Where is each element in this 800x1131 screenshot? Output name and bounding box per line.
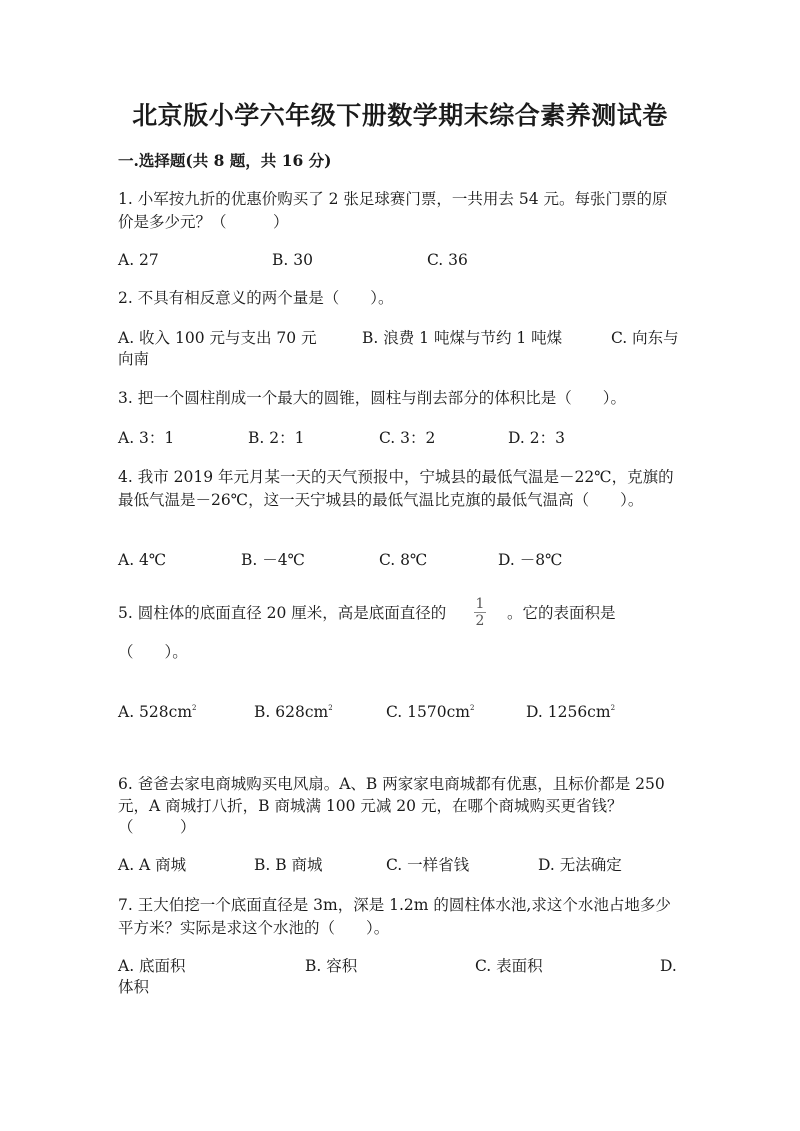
question-7-option-c: C. 表面积	[475, 957, 543, 975]
question-6-line-3: （ ）	[118, 818, 196, 836]
question-1-line-1: 1. 小军按九折的优惠价购买了 2 张足球赛门票，一共用去 54 元。每张门票的原	[118, 190, 668, 208]
question-2-line-1: 2. 不具有相反意义的两个量是（ ）。	[118, 289, 394, 307]
question-6-option-c: C. 一样省钱	[386, 856, 470, 874]
page-title: 北京版小学六年级下册数学期末综合素养测试卷	[132, 101, 668, 130]
question-5-option-d-text: D. 1256cm	[526, 703, 611, 721]
question-5-option-c-text: C. 1570cm	[386, 703, 470, 721]
fraction-denominator: 2	[475, 613, 485, 629]
fraction-one-half	[474, 596, 486, 629]
question-6-option-a: A. A 商城	[118, 856, 187, 874]
question-6-option-d: D. 无法确定	[538, 856, 622, 874]
question-5-option-b-text: B. 628cm	[254, 703, 329, 721]
question-3-option-a: A. 3：1	[118, 429, 175, 447]
question-1-line-2: 价是多少元？（ ）	[118, 213, 289, 231]
question-7-option-a: A. 底面积	[118, 957, 186, 975]
question-4-option-b: B. －4℃	[241, 551, 305, 569]
question-7-option-d: D.	[660, 957, 677, 975]
question-2-option-c-wrap: 向南	[118, 350, 150, 368]
question-5-option-a	[118, 697, 196, 723]
question-1-option-c: C. 36	[427, 251, 468, 269]
question-2-option-a: A. 收入 100 元与支出 70 元	[118, 329, 317, 347]
question-4-line-1: 4. 我市 2019 年元月某一天的天气预报中，宁城县的最低气温是－22℃，克旗的	[118, 468, 674, 486]
question-1-option-a: A. 27	[118, 251, 159, 269]
question-3-option-c: C. 3：2	[379, 429, 436, 447]
question-4-option-d: D. －8℃	[498, 551, 563, 569]
question-5-line-1-post: 。它的表面积是	[507, 604, 616, 622]
question-6-line-1: 6. 爸爸去家电商城购买电风扇。A、B 两家家电商城都有优惠，且标价都是 250	[118, 775, 665, 793]
question-1-option-b: B. 30	[272, 251, 313, 269]
question-5-option-a-text: A. 528cm	[118, 703, 193, 721]
unit-superscript: 2	[610, 704, 616, 712]
question-3-line-1: 3. 把一个圆柱削成一个最大的圆锥，圆柱与削去部分的体积比是（ ）。	[118, 389, 626, 407]
section-heading: 一.选择题(共 8 题，共 16 分)	[118, 151, 332, 170]
question-6-line-2: 元，A 商城打八折，B 商城满 100 元减 20 元，在哪个商城购买更省钱？	[118, 797, 623, 815]
unit-superscript: 2	[470, 704, 475, 712]
question-5-option-b	[254, 697, 333, 723]
question-4-option-c: C. 8℃	[379, 551, 428, 569]
question-7-option-b: B. 容积	[305, 957, 358, 975]
question-5-option-d	[526, 697, 615, 723]
question-5-option-c	[386, 697, 474, 723]
question-7-line-2: 平方米？实际是求这个水池的（ ）。	[118, 919, 390, 937]
question-3-option-d: D. 2：3	[508, 429, 565, 447]
unit-superscript: 2	[192, 704, 197, 712]
question-2-option-c: C. 向东与	[611, 329, 679, 347]
question-7-line-1: 7. 王大伯挖一个底面直径是 3m，深是 1.2m 的圆柱体水池,求这个水池占地多少	[118, 896, 671, 914]
question-4-line-2: 最低气温是－26℃，这一天宁城县的最低气温比克旗的最低气温高（ ）。	[118, 491, 644, 509]
question-3-option-b: B. 2：1	[248, 429, 305, 447]
question-5-line-2: （ ）。	[118, 643, 188, 661]
question-5-line-1-pre: 5. 圆柱体的底面直径 20 厘米，高是底面直径的	[118, 604, 447, 622]
question-7-option-d-wrap: 体积	[118, 978, 150, 996]
unit-superscript: 2	[328, 704, 333, 712]
question-6-option-b: B. B 商城	[254, 856, 323, 874]
question-2-option-b: B. 浪费 1 吨煤与节约 1 吨煤	[362, 329, 563, 347]
question-4-option-a: A. 4℃	[118, 551, 167, 569]
fraction-numerator: 1	[475, 596, 485, 612]
